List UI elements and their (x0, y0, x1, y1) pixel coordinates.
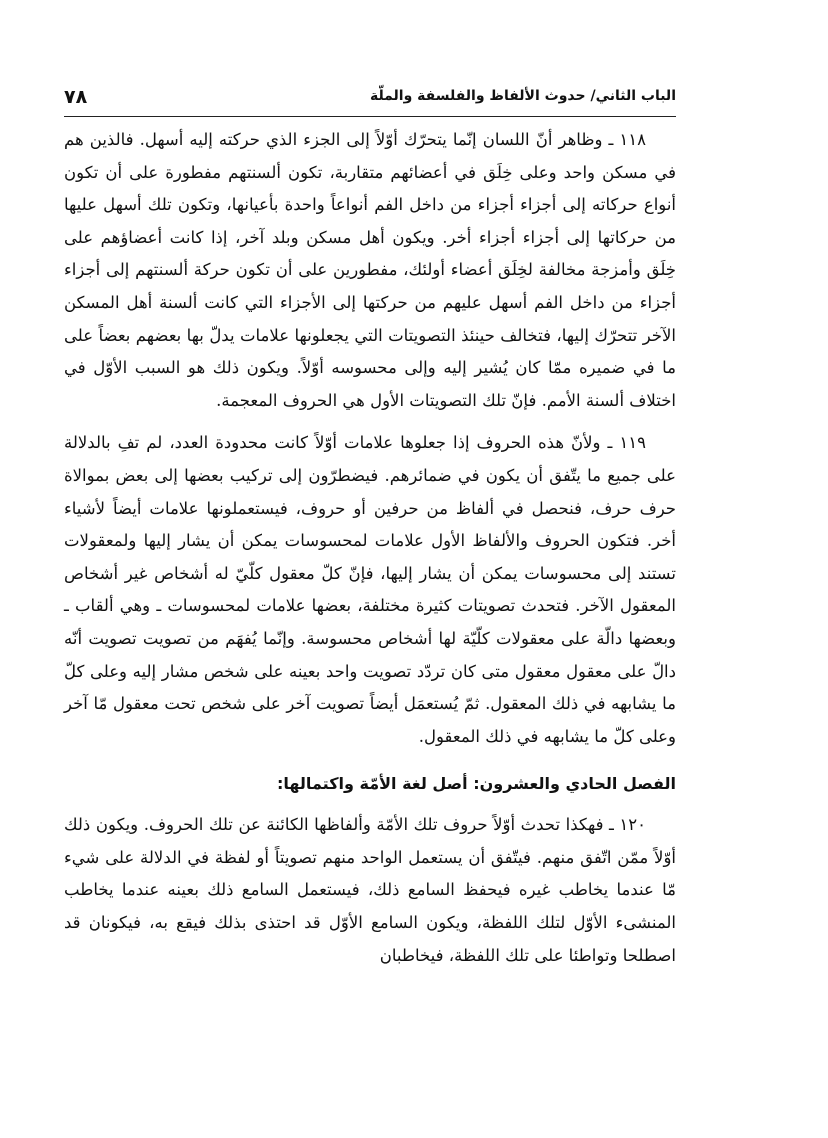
page-number: ٧٨ (64, 86, 88, 108)
section-heading: الفصل الحادي والعشرون: أصل لغة الأمّة واكتمالها: (276, 774, 676, 794)
paragraph-119: ١١٩ ـ ولأنّ هذه الحروف إذا جعلوها علامات أوّلاً كانت محدودة العدد، لم تفِ بالدلالة على جميع ما يتّفق أن يكون في ضمائرهم. فيضطرّون إلى تركيب بعضها إلى بعض بموالاة حرف حرف، فنحصل في ألفاظ من حرفين أو حروف، فيستعملونها علامات أيضاً لأشياء أخر. فتكون الحروف والألفاظ الأول علامات لمحسوسات يمكن أن يشار إليها ولمعقولات تستند إلى محسوسات يمكن أن يشار إليها، فإنّ كلّ معقول كلّيّ له أشخاص غير أشخاص المعقول الآخر. فتحدث تصويتات كثيرة مختلفة، بعضها علامات لمحسوسات ـ وهي ألقاب ـ وبعضها دالّة على معقولات كلّيّة لها أشخاص محسوسة. وإنّما يُفهَم من تصويت تصويت أنّه دالّ على معقول معقول متى كان تردّد تصويت واحد بعينه على شخص مشار إليه وعلى كلّ ما يشابهه في ذلك المعقول. ثمّ يُستعمَل أيضاً تصويت آخر على شخص تحت معقول مّا آخر وعلى كلّ ما يشابهه في ذلك المعقول. (64, 433, 676, 746)
paragraph-120: ١٢٠ ـ فهكذا تحدث أوّلاً حروف تلك الأمّة وألفاظها الكائنة عن تلك الحروف. ويكون ذلك أوّلاً ممّن اتّفق منهم. فيتّفق أن يستعمل الواحد منهم تصويتاً أو لفظة في الدلالة على شيء مّا عندما يخاطب غيره فيحفظ السامع ذلك، فيستعمل السامع ذلك بعينه عندما يخاطب المنشىء الأوّل لتلك اللفظة، ويكون السامع الأوّل قد احتذى بذلك فيقع به، فيكونان قد اصطلحا وتواطئا على تلك اللفظة، فيخاطبان (64, 815, 676, 965)
header-divider (64, 116, 676, 117)
page-header (64, 84, 676, 114)
paragraph-118: ١١٨ ـ وظاهر أنّ اللسان إنّما يتحرّك أوّلاً إلى الجزء الذي حركته إليه أسهل. فالذين هم في مسكن واحد وعلى خِلَق في أعضائهم متقاربة، تكون ألسنتهم مفطورة على أن تكون أنواع حركاته إلى أجزاء أجزاء من داخل الفم أنواعاً واحدة بأعيانها، وتكون تلك أسهل عليها من حركاتها إلى أجزاء أجزاء أخر. ويكون أهل مسكن وبلد آخر، إذا كانت أعضاؤهم على خِلَق وأمزجة مخالفة لخِلَق أعضاء أولئك، مفطورين على أن تكون حركة ألسنتهم إلى أجزاء أجزاء من داخل الفم أسهل عليهم من حركتها إلى الأجزاء التي كانت ألسنة أهل المسكن الآخر تتحرّك إليها، فتخالف حينئذ التصويتات التي يجعلونها علامات يدلّ بها بعضهم بعضاً على ما في ضميره ممّا كان يُشير إليه وإلى محسوسه أوّلاً. ويكون ذلك هو السبب الأوّل في اختلاف ألسنة الأمم. فإنّ تلك التصويتات الأول هي الحروف المعجمة. (64, 130, 676, 410)
page-body (64, 124, 676, 972)
running-title: الباب الثاني/ حدوث الألفاظ والفلسفة والملّة (369, 88, 676, 104)
